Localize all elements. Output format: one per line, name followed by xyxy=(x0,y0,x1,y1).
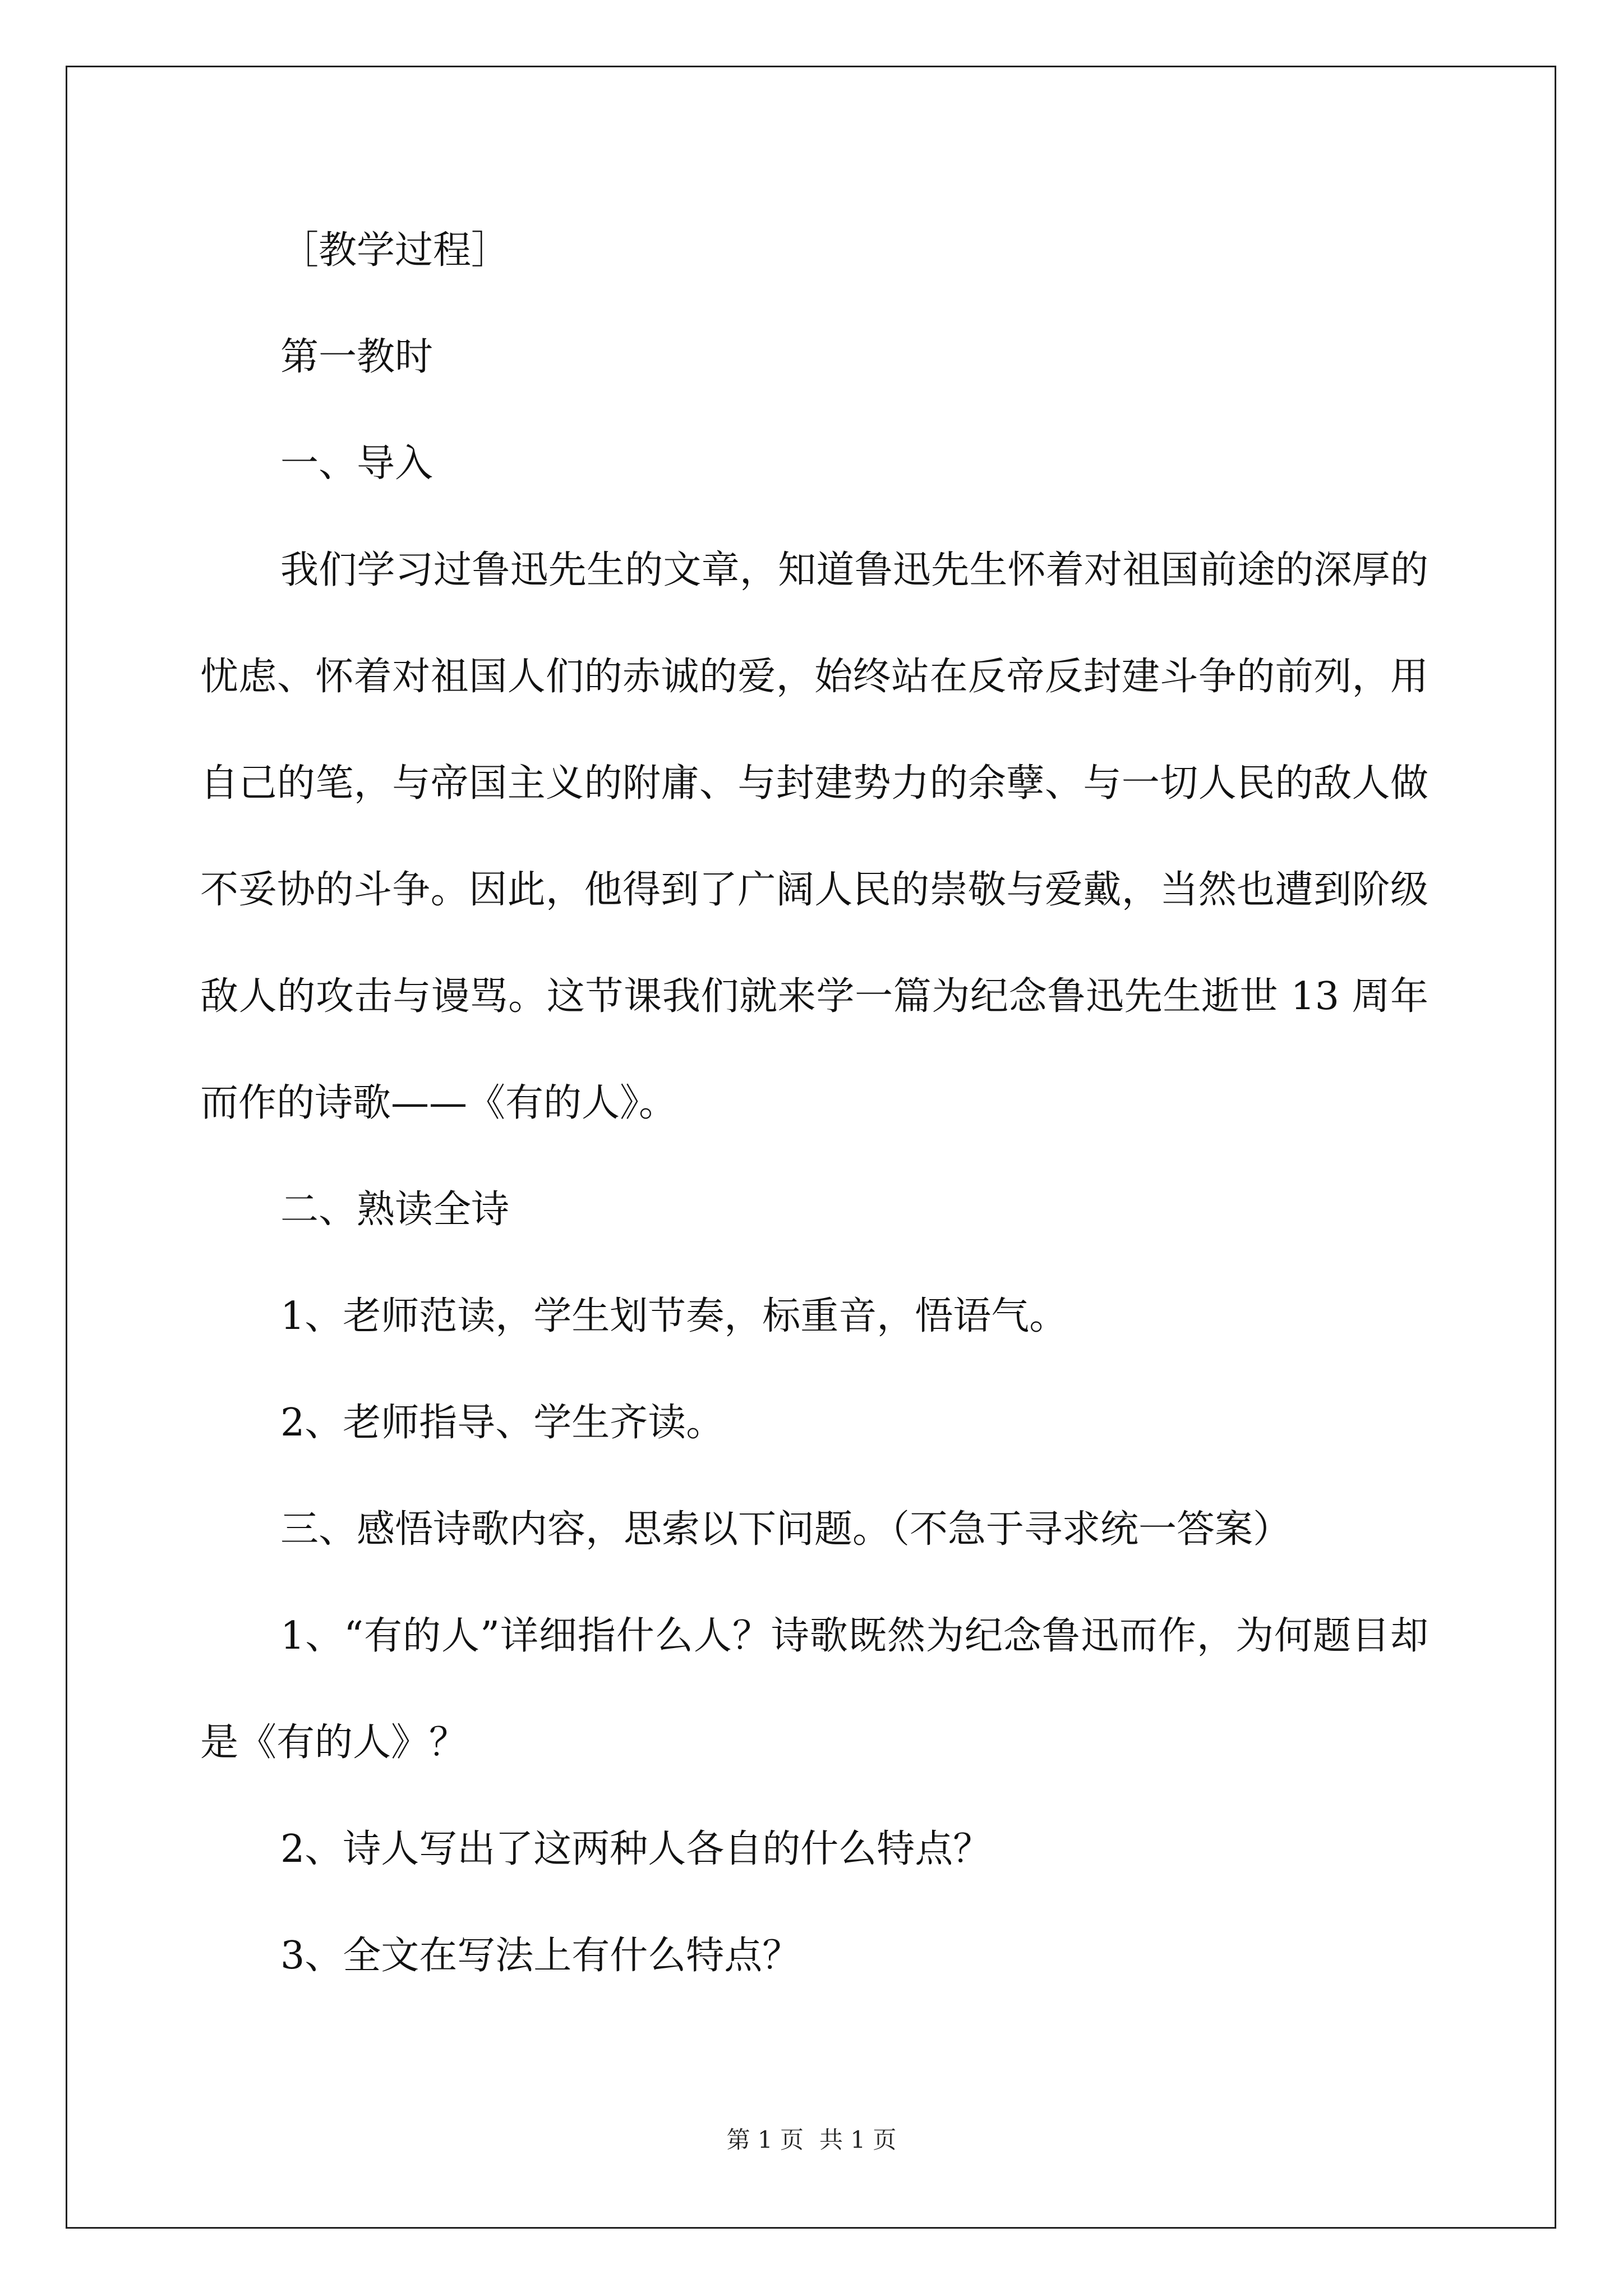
heading-understand-content: 三、感悟诗歌内容，思索以下问题。（不急于寻求统一答案） xyxy=(280,1507,1292,1552)
page-number-current: 第 1 页 xyxy=(726,2126,804,2154)
section-heading-teaching-process: ［教学过程］ xyxy=(280,228,510,273)
page-number-total: 共 1 页 xyxy=(819,2126,897,2154)
list-item-group-reading: 2、老师指导、学生齐读。 xyxy=(280,1401,725,1445)
list-item-teacher-reading: 1、老师范读，学生划节奏，标重音，悟语气。 xyxy=(280,1294,1068,1338)
lesson-heading: 第一教时 xyxy=(280,335,434,379)
question-3: 3、全文在写法上有什么特点？ xyxy=(280,1934,801,1978)
question-2: 2、诗人写出了这两种人各自的什么特点？ xyxy=(280,1827,992,1871)
heading-read-poem: 二、熟读全诗 xyxy=(280,1188,510,1232)
heading-introduction: 一、导入 xyxy=(280,441,434,486)
paragraph-introduction: 我们学习过鲁迅先生的文章，知道鲁迅先生怀着对祖国前途的深厚的忧虑、怀着对祖国人们的赤诚的爱，始终站在反帝反封建斗争的前列，用自己的笔，与帝国主义的附庸、与封建势力的余孽、与一切人民的敌人做不妥协的斗争。因此，他得到了广阔人民的崇敬与爱戴，当然也遭到阶级敌人的攻击与谩骂。这节课我们就来学一篇为纪念鲁迅先生逝世 13 周年而作的诗歌——《有的人》。 xyxy=(200,548,1428,1125)
question-1: 1、“有的人”详细指什么人？诗歌既然为纪念鲁迅而作，为何题目却是《有的人》？ xyxy=(200,1614,1428,1765)
page-footer xyxy=(0,2123,1623,2157)
